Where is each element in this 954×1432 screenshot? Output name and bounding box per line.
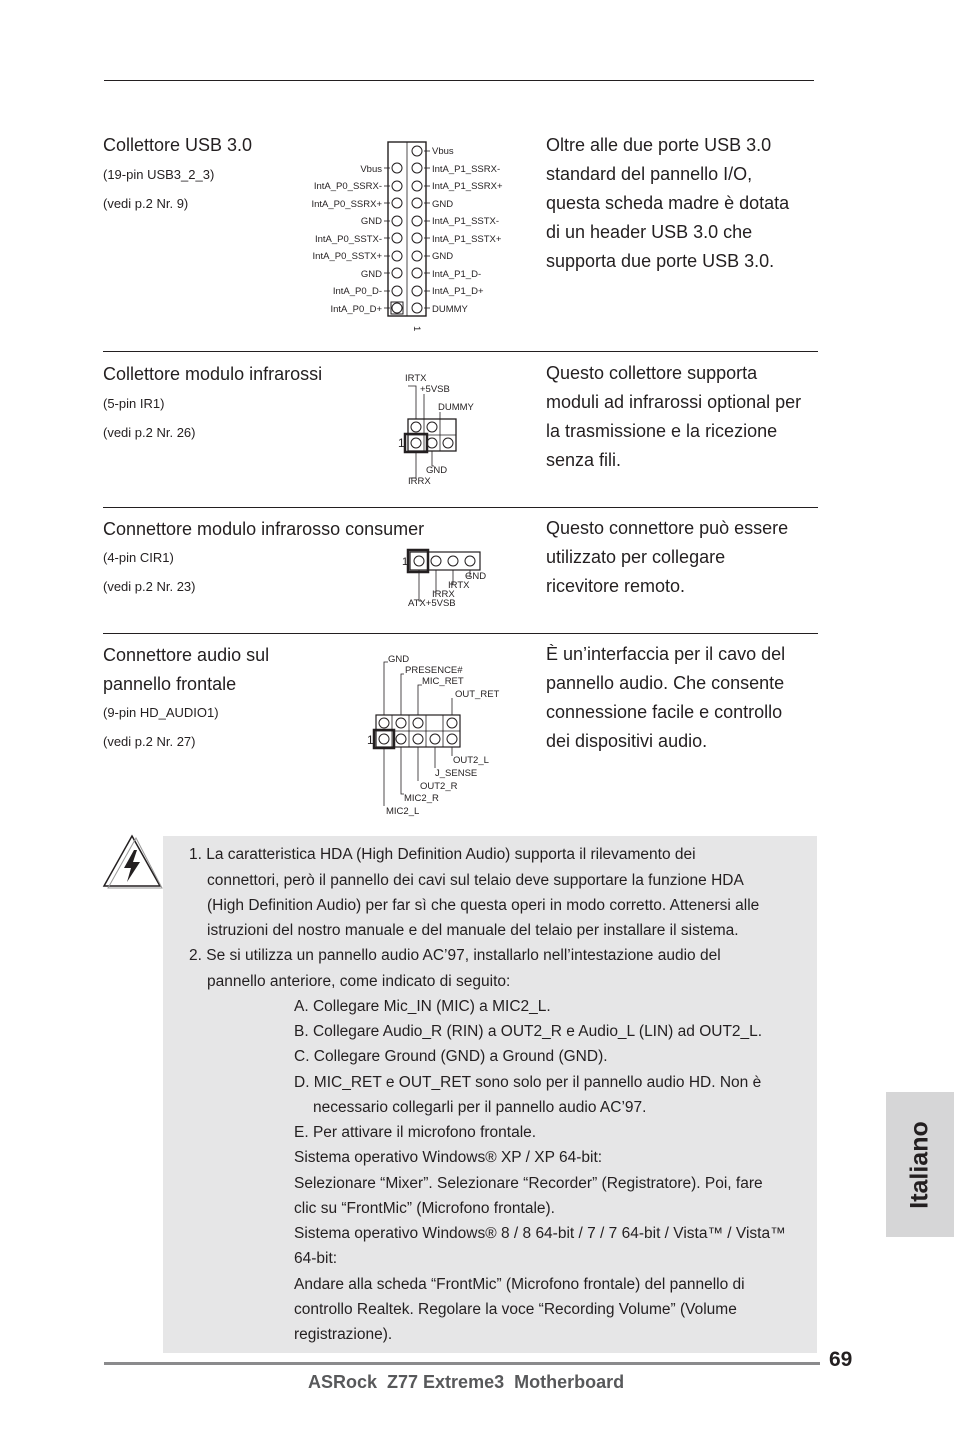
pin-label: IntA_P1_D- bbox=[432, 269, 482, 280]
page-ref: (vedi p.2 Nr. 9) bbox=[103, 196, 189, 211]
pin-label: MIC_RET bbox=[422, 676, 464, 687]
section-description: Questo collettore supporta moduli ad infrarossi optional per la trasmissione e la ricezione senza fili. bbox=[546, 363, 802, 470]
pin-label: PRESENCE# bbox=[405, 665, 463, 676]
pin-label: IntA_P1_SSRX- bbox=[432, 164, 501, 175]
section-divider bbox=[103, 507, 818, 508]
pin-label: IntA_P1_SSTX- bbox=[432, 216, 500, 227]
page-number: 69 bbox=[829, 1348, 853, 1371]
section-description: È un’interfaccia per il cavo del pannello audio. Che consente connessione facile e controllo dei dispositivi audio. bbox=[546, 644, 786, 751]
pin-spec: (19-pin USB3_2_3) bbox=[103, 167, 215, 182]
note-line: 64-bit: bbox=[294, 1250, 338, 1267]
pin-label: GND bbox=[432, 251, 454, 262]
note-line: registrazione). bbox=[294, 1326, 393, 1343]
note-line: controllo Realtek. Regolare la voce “Recording Volume” (Volume bbox=[294, 1301, 737, 1318]
pin-label: GND bbox=[465, 571, 487, 582]
note-line: D. MIC_RET e OUT_RET sono solo per il pannello audio HD. Non è bbox=[294, 1074, 762, 1091]
pin-label: IRTX bbox=[448, 580, 470, 591]
section-description: Oltre alle due porte USB 3.0 standard del pannello I/O, questa scheda madre è dotata di un header USB 3.0 che supporta due porte USB 3.0. bbox=[546, 135, 790, 271]
usb3-header-diagram bbox=[290, 136, 530, 332]
note-line: 2. Se si utilizza un pannello audio AC’97, installarlo nell’intestazione audio del bbox=[189, 947, 721, 964]
pin-label: IntA_P0_SSRX- bbox=[313, 181, 382, 192]
note-line: (High Definition Audio) per far sì che questa operi in modo corretto. Attenersi alle bbox=[207, 897, 760, 914]
section-title: Collettore modulo infrarossi bbox=[103, 364, 323, 384]
pin-label: IntA_P0_D- bbox=[332, 286, 382, 297]
footer-rule bbox=[104, 1362, 820, 1365]
pin-spec: (5-pin IR1) bbox=[103, 396, 165, 411]
note-line: Selezionare “Mixer”. Selezionare “Recorder” (Registratore). Poi, fare bbox=[294, 1175, 763, 1192]
top-rule bbox=[104, 80, 814, 81]
language-tab-label: Italiano bbox=[905, 1120, 934, 1209]
pin-one-label: 1 bbox=[398, 436, 405, 450]
note-line: A. Collegare Mic_IN (MIC) a MIC2_L. bbox=[294, 998, 551, 1015]
pin-label: Vbus bbox=[360, 164, 382, 175]
pin-label: IRRX bbox=[408, 476, 431, 487]
note-line: pannello anteriore, come indicato di seguito: bbox=[207, 973, 511, 990]
note-line: clic su “FrontMic” (Microfono frontale). bbox=[294, 1200, 555, 1217]
note-line: Sistema operativo Windows® 8 / 8 64-bit / 7 / 7 64-bit / Vista™ / Vista™ bbox=[294, 1225, 786, 1242]
pin-one-label: 1 bbox=[411, 326, 422, 332]
pin-label: OUT2_R bbox=[420, 781, 458, 792]
pin-label: IRTX bbox=[405, 373, 427, 384]
note-line: 1. La caratteristica HDA (High Definition Audio) supporta il rilevamento dei bbox=[189, 846, 696, 863]
pin-label: GND bbox=[388, 654, 410, 665]
pin-one-label: 1 bbox=[402, 556, 409, 568]
pin-label: MIC2_L bbox=[386, 806, 420, 817]
pin-label: MIC2_R bbox=[404, 793, 439, 804]
pin-label: DUMMY bbox=[432, 304, 468, 315]
page-ref: (vedi p.2 Nr. 26) bbox=[103, 425, 196, 440]
warning-icon bbox=[100, 832, 164, 892]
note-line: B. Collegare Audio_R (RIN) a OUT2_R e Audio_L (LIN) ad OUT2_L. bbox=[294, 1023, 763, 1040]
ir-pins bbox=[405, 422, 453, 452]
section-divider bbox=[103, 351, 818, 352]
pin-label: GND bbox=[360, 269, 382, 280]
pin-label: DUMMY bbox=[438, 402, 474, 413]
pin-label: IntA_P1_SSRX+ bbox=[432, 181, 503, 192]
pin-label: GND bbox=[432, 199, 454, 210]
pin-label: OUT2_L bbox=[453, 755, 489, 766]
hd-audio-pins bbox=[374, 715, 457, 748]
note-line: connettori, però il pannello dei cavi sul telaio deve supportare la funzione HDA bbox=[207, 872, 744, 889]
footer-product: ASRock Z77 Extreme3 Motherboard bbox=[308, 1372, 625, 1392]
note-line: necessario collegarli per il pannello audio AC’97. bbox=[313, 1099, 647, 1116]
ir-header-diagram bbox=[394, 368, 494, 488]
note-line: Andare alla scheda “FrontMic” (Microfono frontale) del pannello di bbox=[294, 1276, 745, 1293]
pin-label: IntA_P0_D+ bbox=[330, 304, 382, 315]
section-title: Collettore USB 3.0 bbox=[103, 135, 253, 155]
cir-header-diagram bbox=[398, 546, 498, 610]
section-title: Connettore modulo infrarosso consumer bbox=[103, 519, 425, 539]
hd-audio-header-diagram bbox=[364, 648, 514, 822]
pin-label: GND bbox=[426, 465, 448, 476]
note-line: E. Per attivare il microfono frontale. bbox=[294, 1124, 537, 1141]
section-title: Connettore audio sul bbox=[103, 645, 270, 665]
pin-label: IntA_P1_SSTX+ bbox=[432, 234, 502, 245]
pin-spec: (4-pin CIR1) bbox=[103, 550, 174, 565]
page-ref: (vedi p.2 Nr. 23) bbox=[103, 579, 196, 594]
pin-label: Vbus bbox=[432, 146, 454, 157]
pin-label: IRRX bbox=[432, 589, 455, 600]
pin-label: IntA_P1_D+ bbox=[432, 286, 484, 297]
pin-label: GND bbox=[360, 216, 382, 227]
pin-label: J_SENSE bbox=[435, 768, 478, 779]
pin-label: +5VSB bbox=[420, 384, 450, 395]
notes-box bbox=[163, 836, 817, 1353]
section-description: Questo connettore può essere utilizzato per collegare ricevitore remoto. bbox=[546, 518, 789, 596]
pin-label: IntA_P0_SSTX+ bbox=[312, 251, 382, 262]
usb3-pins bbox=[391, 146, 422, 314]
pin-label: ATX+5VSB bbox=[408, 598, 456, 609]
pin-label: OUT_RET bbox=[455, 689, 500, 700]
section-divider bbox=[103, 633, 818, 634]
page-ref: (vedi p.2 Nr. 27) bbox=[103, 734, 196, 749]
pin-spec: (9-pin HD_AUDIO1) bbox=[103, 705, 219, 720]
pin-one-label: 1 bbox=[367, 733, 374, 747]
language-tab bbox=[886, 1092, 954, 1237]
pin-label: IntA_P0_SSRX+ bbox=[311, 199, 382, 210]
cir-pins bbox=[408, 550, 475, 572]
note-line: C. Collegare Ground (GND) a Ground (GND). bbox=[294, 1048, 608, 1065]
pin-label: IntA_P0_SSTX- bbox=[314, 234, 382, 245]
note-line: istruzioni del nostro manuale e del manuale del telaio per installare il sistema. bbox=[207, 922, 739, 939]
note-line: Sistema operativo Windows® XP / XP 64-bit: bbox=[294, 1149, 603, 1166]
section-title: pannello frontale bbox=[103, 674, 237, 694]
